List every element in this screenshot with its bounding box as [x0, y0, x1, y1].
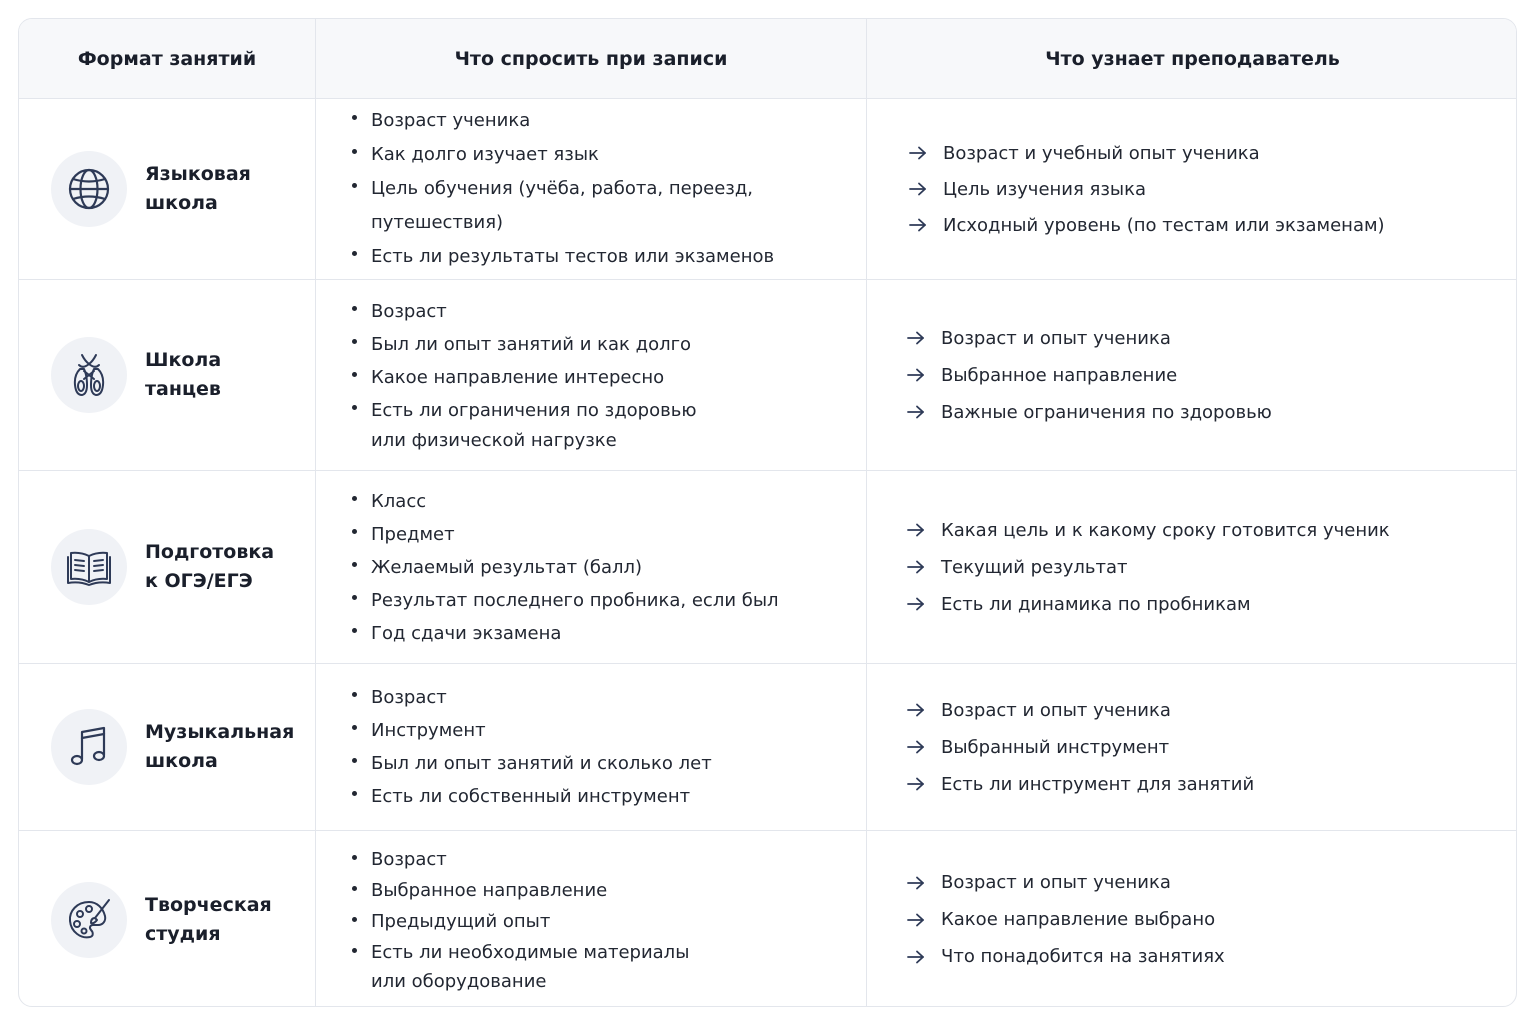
learn-list	[867, 135, 1385, 243]
open-book-icon-container	[51, 529, 127, 605]
learn-list-item	[907, 394, 1272, 431]
arrow-right-icon	[909, 182, 927, 196]
ask-item-text: или оборудование	[371, 970, 547, 992]
ask-item-text: Цель обучения (учёба, работа, переезд, путешествия)	[371, 178, 754, 233]
format-label-line: Творческая	[145, 893, 272, 916]
learn-list-item	[907, 766, 1254, 803]
format-label-line: школа	[145, 750, 218, 772]
ask-item-text: Инструмент	[371, 720, 486, 741]
header-ask	[316, 19, 867, 99]
format-cell	[19, 280, 316, 471]
arrow-right-icon	[907, 331, 925, 345]
ask-list-item	[352, 844, 689, 875]
format-label	[145, 160, 251, 218]
header-learn	[867, 19, 1517, 99]
ask-item-text: Выбранное направление	[371, 879, 608, 901]
header-ask-label: Что спросить при записи	[454, 47, 728, 70]
ask-list	[316, 104, 866, 274]
ask-list	[316, 844, 689, 996]
comparison-table	[18, 18, 1517, 1007]
format-label-line: школа	[145, 192, 218, 214]
arrow-right-icon	[907, 405, 925, 419]
format-label-line: к ОГЭ/ЕГЭ	[145, 570, 253, 592]
arrow-right-icon	[907, 368, 925, 382]
ask-list-item	[352, 551, 779, 584]
ask-cell	[316, 99, 867, 280]
arrow-right-icon	[907, 740, 925, 754]
format-label-line: Школа	[145, 349, 222, 371]
ask-list-item	[352, 906, 689, 937]
learn-item-text: Возраст и учебный опыт ученика	[943, 142, 1260, 164]
arrow-right-icon	[907, 876, 925, 890]
learn-list	[867, 864, 1225, 975]
table-grid	[19, 19, 1516, 1006]
format-cell	[19, 664, 316, 831]
arrow-right-icon	[909, 218, 927, 232]
arrow-right-icon	[907, 597, 925, 611]
ask-list-item	[352, 875, 689, 906]
format-cell	[19, 831, 316, 1007]
header-format-label: Формат занятий	[77, 47, 257, 70]
learn-cell	[867, 831, 1517, 1007]
learn-item-text: Есть ли инструмент для занятий	[941, 773, 1255, 795]
format-label-line: студия	[145, 922, 221, 945]
arrow-right-icon	[907, 777, 925, 791]
ask-item-text: Предыдущий опыт	[371, 910, 551, 932]
format-label-line: Музыкальная	[145, 721, 295, 743]
learn-item-text: Есть ли динамика по пробникам	[941, 593, 1251, 615]
ask-list-item	[352, 714, 712, 747]
ballet-shoes-icon	[65, 351, 113, 399]
ask-list-item	[352, 138, 866, 172]
learn-list-item	[907, 901, 1225, 938]
ask-list-item	[352, 295, 696, 328]
music-note-icon-container	[51, 709, 127, 785]
open-book-icon	[65, 543, 113, 591]
ask-item-text: Возраст	[371, 301, 447, 322]
ask-list-item	[352, 394, 696, 455]
music-note-icon	[65, 723, 113, 771]
ask-list-item	[352, 747, 712, 780]
learn-item-text: Важные ограничения по здоровью	[941, 401, 1272, 423]
ask-list-item	[352, 584, 779, 617]
learn-item-text: Что понадобится на занятиях	[941, 946, 1225, 967]
ask-item-text: Возраст	[371, 687, 447, 708]
learn-item-text: Текущий результат	[941, 556, 1128, 578]
palette-icon	[65, 896, 113, 944]
learn-item-text: Возраст и опыт ученика	[941, 327, 1171, 349]
learn-list-item	[907, 729, 1254, 766]
arrow-right-icon	[909, 146, 927, 160]
ask-cell	[316, 831, 867, 1007]
format-label-line: танцев	[145, 378, 221, 400]
ask-list-item	[352, 518, 779, 551]
format-label-line: Языковая	[145, 163, 251, 185]
format-label	[145, 346, 221, 404]
learn-item-text: Цель изучения языка	[943, 178, 1147, 200]
format-label-line: Подготовка	[145, 541, 275, 563]
ask-item-text: Возраст	[371, 848, 447, 870]
learn-item-text: Какое направление выбрано	[941, 909, 1216, 930]
learn-list	[867, 692, 1254, 803]
ask-item-text: Год сдачи экзамена	[371, 622, 562, 644]
ask-item-text: Есть ли необходимые материалы	[371, 941, 690, 963]
arrow-right-icon	[907, 913, 925, 927]
learn-list-item	[907, 938, 1225, 975]
ask-list	[316, 295, 696, 455]
learn-list-item	[907, 549, 1390, 586]
learn-item-text: Возраст и опыт ученика	[941, 699, 1171, 721]
ask-list-item	[352, 937, 689, 996]
ask-cell	[316, 471, 867, 664]
format-cell	[19, 471, 316, 664]
arrow-right-icon	[907, 560, 925, 574]
learn-cell	[867, 280, 1517, 471]
learn-cell	[867, 471, 1517, 664]
arrow-right-icon	[907, 703, 925, 717]
ask-list-item	[352, 240, 866, 274]
globe-icon	[65, 165, 113, 213]
format-cell	[19, 99, 316, 280]
learn-cell	[867, 664, 1517, 831]
learn-list-item	[909, 171, 1385, 207]
ask-item-text: Есть ли результаты тестов или экзаменов	[371, 246, 775, 267]
ask-list-item	[352, 172, 866, 240]
format-label	[145, 718, 294, 776]
ask-item-text: или физической нагрузке	[371, 430, 617, 451]
learn-item-text: Какая цель и к какому сроку готовится ученик	[941, 519, 1390, 541]
ask-item-text: Есть ли собственный инструмент	[371, 786, 691, 807]
learn-list-item	[909, 135, 1385, 171]
ask-item-text: Желаемый результат (балл)	[371, 556, 643, 578]
learn-list-item	[907, 512, 1390, 549]
format-label	[145, 538, 274, 596]
ask-cell	[316, 280, 867, 471]
ask-item-text: Был ли опыт занятий и как долго	[371, 334, 692, 355]
learn-item-text: Исходный уровень (по тестам или экзаменам)	[943, 214, 1385, 236]
ask-list-item	[352, 617, 779, 650]
ask-item-text: Был ли опыт занятий и сколько лет	[371, 753, 712, 774]
ask-item-text: Как долго изучает язык	[371, 144, 599, 165]
ask-list	[316, 485, 779, 650]
learn-list	[867, 320, 1272, 431]
learn-list-item	[909, 207, 1385, 243]
ask-list-item	[352, 361, 696, 394]
ask-list-item	[352, 485, 779, 518]
ask-item-text: Какое направление интересно	[371, 367, 665, 388]
ask-list	[316, 681, 712, 813]
learn-list-item	[907, 586, 1390, 623]
learn-list-item	[907, 692, 1254, 729]
learn-cell	[867, 99, 1517, 280]
palette-icon-container	[51, 882, 127, 958]
arrow-right-icon	[907, 523, 925, 537]
ask-list-item	[352, 328, 696, 361]
header-format	[19, 19, 316, 99]
ask-item-text: Результат последнего пробника, если был	[371, 589, 779, 611]
ask-list-item	[352, 780, 712, 813]
learn-item-text: Выбранный инструмент	[941, 736, 1170, 758]
ask-list-item	[352, 104, 866, 138]
ask-list-item	[352, 681, 712, 714]
learn-item-text: Возраст и опыт ученика	[941, 872, 1171, 893]
learn-list-item	[907, 864, 1225, 901]
arrow-right-icon	[907, 950, 925, 964]
ask-item-text: Возраст ученика	[371, 110, 531, 131]
ask-item-text: Класс	[371, 490, 427, 512]
ask-cell	[316, 664, 867, 831]
learn-list	[867, 512, 1390, 623]
header-learn-label: Что узнает преподаватель	[1045, 47, 1340, 70]
globe-icon-container	[51, 151, 127, 227]
learn-list-item	[907, 320, 1272, 357]
ballet-shoes-icon-container	[51, 337, 127, 413]
learn-list-item	[907, 357, 1272, 394]
ask-item-text: Есть ли ограничения по здоровью	[371, 400, 697, 421]
ask-item-text: Предмет	[371, 523, 455, 545]
learn-item-text: Выбранное направление	[941, 364, 1178, 386]
format-label	[145, 891, 272, 949]
